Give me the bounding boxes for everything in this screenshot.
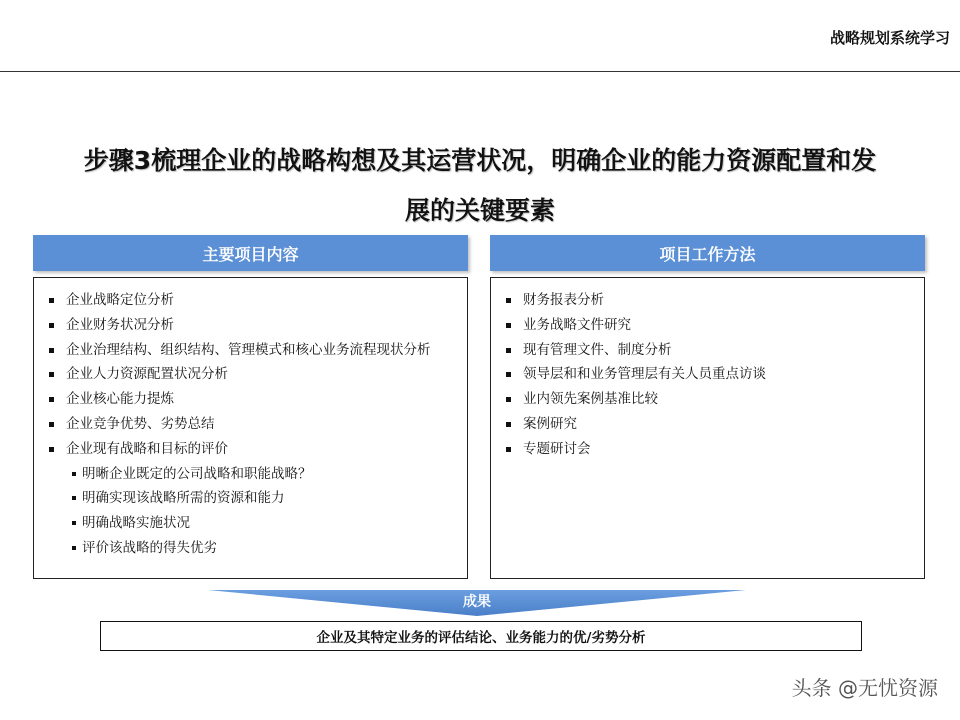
list-item: 现有管理文件、制度分析 <box>505 338 914 363</box>
right-column-header: 项目工作方法 <box>490 235 925 271</box>
list-item: 企业核心能力提炼 <box>48 387 457 412</box>
list-item: 业内领先案例基准比较 <box>505 387 914 412</box>
sub-list-item: 评价该战略的得失优劣 <box>72 536 457 561</box>
result-label: 成果 <box>463 594 491 610</box>
left-column-header: 主要项目内容 <box>33 235 468 271</box>
right-column-box <box>490 277 925 579</box>
list-item: 专题研讨会 <box>505 437 914 462</box>
list-item: 业务战略文件研究 <box>505 313 914 338</box>
sub-list-item: 明确实现该战略所需的资源和能力 <box>72 486 457 511</box>
list-item: 企业战略定位分析 <box>48 288 457 313</box>
list-item: 企业人力资源配置状况分析 <box>48 362 457 387</box>
header-title: 战略规划系统学习 <box>829 29 950 47</box>
header-divider <box>0 71 960 72</box>
left-sub-item-list <box>48 462 457 561</box>
list-item: 财务报表分析 <box>505 288 914 313</box>
list-item: 企业竞争优势、劣势总结 <box>48 412 457 437</box>
list-item: 企业治理结构、组织结构、管理模式和核心业务流程现状分析 <box>48 338 457 363</box>
page-title <box>40 136 920 236</box>
sub-list-item: 明晰企业既定的公司战略和职能战略？ <box>72 462 457 487</box>
list-item: 领导层和和业务管理层有关人员重点访谈 <box>505 362 914 387</box>
left-item-list <box>48 288 457 462</box>
left-column-box <box>33 277 468 579</box>
page-title-line-2: 展的关键要素 <box>404 196 555 225</box>
list-item: 企业现有战略和目标的评价 <box>48 437 457 462</box>
sub-list-item: 明确战略实施状况 <box>72 511 457 536</box>
list-item: 企业财务状况分析 <box>48 313 457 338</box>
right-item-list <box>505 288 914 462</box>
result-box: 企业及其特定业务的评估结论、业务能力的优/劣势分析 <box>100 621 862 651</box>
watermark: 头条 @无忧资源 <box>791 676 938 700</box>
list-item: 案例研究 <box>505 412 914 437</box>
page-title-line-1: 步骤3梳理企业的战略构想及其运营状况，明确企业的能力资源配置和发 <box>83 146 877 175</box>
